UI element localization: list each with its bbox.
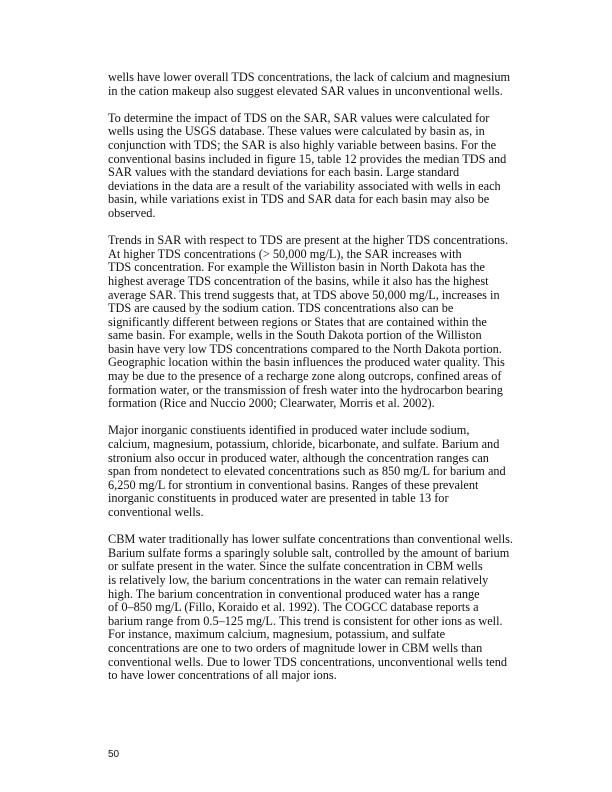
text-line: stronium also occur in produced water, although the concentration ranges can [108,450,489,465]
page-number: 50 [108,749,120,760]
text-line: To determine the impact of TDS on the SAR, SAR values were calculated for [108,110,490,125]
text-line: is relatively low, the barium concentrations in the water can remain relatively [108,572,489,587]
text-line: basin have very low TDS concentrations compared to the North Dakota portion. [108,341,502,356]
text-line: barium range from 0.5–125 mg/L. This trend is consistent for other ions as well. [108,613,503,628]
paragraph [108,112,518,221]
text-line: For instance, maximum calcium, magnesium, potassium, and sulfate [108,627,446,642]
text-line: 6,250 mg/L for strontium in conventional basins. Ranges of these prevalent [108,477,479,492]
text-line: highest average TDS concentration of the basins, while it also has the highest [108,273,489,288]
text-line: same basin. For example, wells in the South Dakota portion of the Williston [108,328,482,343]
text-line: CBM water traditionally has lower sulfate concentrations than conventional wells. [108,532,514,547]
text-line: to have lower concentrations of all major ions. [108,668,337,683]
text-line: average SAR. This trend suggests that, at TDS above 50,000 mg/L, increases in [108,287,500,302]
text-line: Geographic location within the basin influences the produced water quality. This [108,355,505,370]
text-line: may be due to the presence of a recharge zone along outcrops, confined areas of [108,369,502,384]
text-line: SAR values with the standard deviations for each basin. Large standard [108,165,460,180]
text-line: significantly different between regions or States that are contained within the [108,314,487,329]
document-body [108,71,518,696]
text-line: Barium sulfate forms a sparingly soluble salt, controlled by the amount of barium [108,545,510,560]
text-line: conventional wells. Due to lower TDS concentrations, unconventional wells tend [108,654,507,669]
paragraph [108,533,518,683]
text-line: conventional basins included in figure 15, table 12 provides the median TDS and [108,151,507,166]
paragraph [108,234,518,411]
text-line: At higher TDS concentrations (> 50,000 mg/L), the SAR increases with [108,246,462,261]
text-line: basin, while variations exist in TDS and SAR data for each basin may also be [108,192,490,207]
text-line: wells using the USGS database. These values were calculated by basin as, in [108,124,485,139]
paragraph [108,424,518,519]
text-line: Trends in SAR with respect to TDS are present at the higher TDS concentrations. [108,233,509,248]
text-line: of 0–850 mg/L (Fillo, Koraido et al. 1992). The COGCC database reports a [108,600,479,615]
text-line: high. The barium concentration in conventional produced water has a range [108,586,480,601]
text-line: wells have lower overall TDS concentrations, the lack of calcium and magnesium [108,70,511,84]
text-line: Major inorganic constiuents identified in produced water include sodium, [108,423,470,438]
text-line: formation (Rice and Nuccio 2000; Clearwater, Morris et al. 2002). [108,396,435,411]
text-line: conventional wells. [108,505,204,519]
text-line: or sulfate present in the water. Since the sulfate concentration in CBM wells [108,559,483,574]
text-line: span from nondetect to elevated concentrations such as 850 mg/L for barium and [108,464,506,479]
text-line: inorganic constituents in produced water are presented in table 13 for [108,491,449,506]
text-line: TDS concentration. For example the Williston basin in North Dakota has the [108,260,485,275]
text-line: formation water, or the transmission of fresh water into the hydrocarbon bearing [108,382,503,397]
text-line: observed. [108,205,156,220]
text-line: TDS are caused by the sodium cation. TDS concentrations also can be [108,301,454,316]
text-line: in the cation makeup also suggest elevated SAR values in unconventional wells. [108,83,503,98]
text-line: deviations in the data are a result of the variability associated with wells in each [108,178,501,193]
text-line: calcium, magnesium, potassium, chloride, bicarbonate, and sulfate. Barium and [108,437,500,452]
text-line: concentrations are one to two orders of magnitude lower in CBM wells than [108,640,483,655]
text-line: conjunction with TDS; the SAR is also highly variable between basins. For the [108,137,497,152]
paragraph [108,71,518,98]
